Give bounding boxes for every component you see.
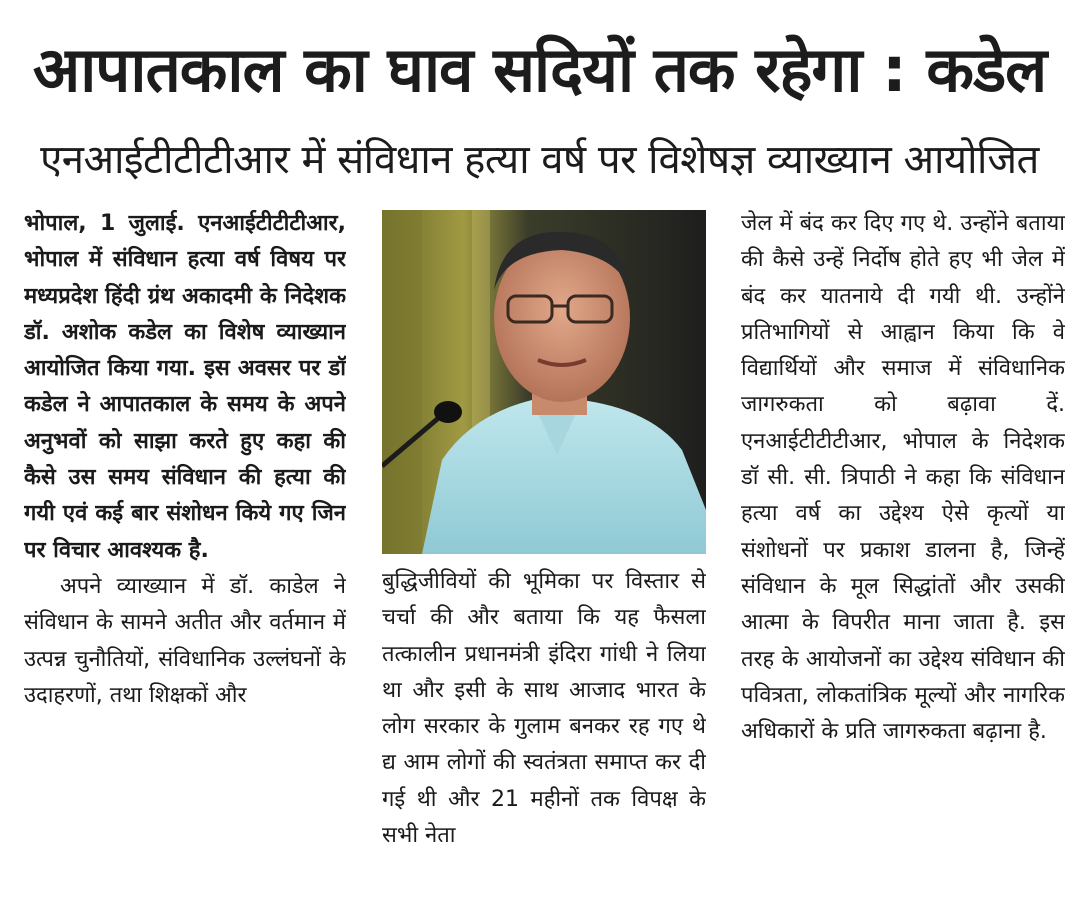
headline: आपातकाल का घाव सदियों तक रहेगा : कडेल — [32, 33, 1047, 106]
lead-paragraph: भोपाल, 1 जुलाई. एनआईटीटीटीआर, भोपाल में संविधान हत्या वर्ष विषय पर मध्यप्रदेश हिंदी ग्रंथ अकादमी के निदेशक डॉ. अशोक कडेल का विशेष व्याख्यान आयोजित किया गया. इस अवसर पर डॉ कडेल ने आपातकाल के समय के अपने अनुभवों को साझा करते हुए कहा की कैसे उस समय संविधान की हत्या की गयी एवं कई बार संशोधन किये गए जिन पर विचार आवश्यक है. — [24, 211, 346, 563]
body-paragraph: अपने व्याख्यान में डॉ. काडेल ने संविधान के सामने अतीत और वर्तमान में उत्पन्न चुनौतियों, संविधानिक उल्लंघनों के उदाहरणों, तथा शिक्षकों और — [24, 573, 346, 708]
article-column-3 — [741, 206, 1065, 896]
body-paragraph: बुद्धिजीवियों की भूमिका पर विस्तार से चर्चा की और बताया कि यह फैसला तत्कालीन प्रधानमंत्री इंदिरा गांधी ने लिया था और इसी के साथ आजाद भारत के लोग सरकार के गुलाम बनकर रह गए थे द्य आम लोगों की स्वतंत्रता समाप्त कर दी गई थी और 21 महीनों तक विपक्ष के सभी नेता — [382, 569, 706, 849]
article-column-2 — [382, 564, 706, 894]
subheadline: एनआईटीटीटीआर में संविधान हत्या वर्ष पर विशेषज्ञ व्याख्यान आयोजित — [40, 137, 1039, 183]
speaker-photo — [382, 210, 706, 554]
article-column-1 — [24, 206, 346, 896]
body-paragraph: जेल में बंद कर दिए गए थे. उन्होंने बताया की कैसे उन्हें निर्दोष होते हए भी जेल में बंद कर यातनाये दी गयी थी. उन्होंने प्रतिभागियों से आह्वान किया कि वे विद्यार्थियों और समाज में संविधानिक जागरुकता को बढ़ावा दें. एनआईटीटीटीआर, भोपाल के निदेशक डॉ सी. सी. त्रिपाठी ने कहा कि संविधान हत्या वर्ष का उद्देश्य ऐसे कृत्यों या संशोधनों पर प्रकाश डालना है, जिन्हें संविधान के मूल सिद्धांतों और उसकी आत्मा के विपरीत माना जाता है. इस तरह के आयोजनों का उद्देश्य संविधान की पवित्रता, लोकतांत्रिक मूल्यों और नागरिक अधिकारों के प्रति जागरुकता बढ़ाना है. — [741, 211, 1065, 745]
